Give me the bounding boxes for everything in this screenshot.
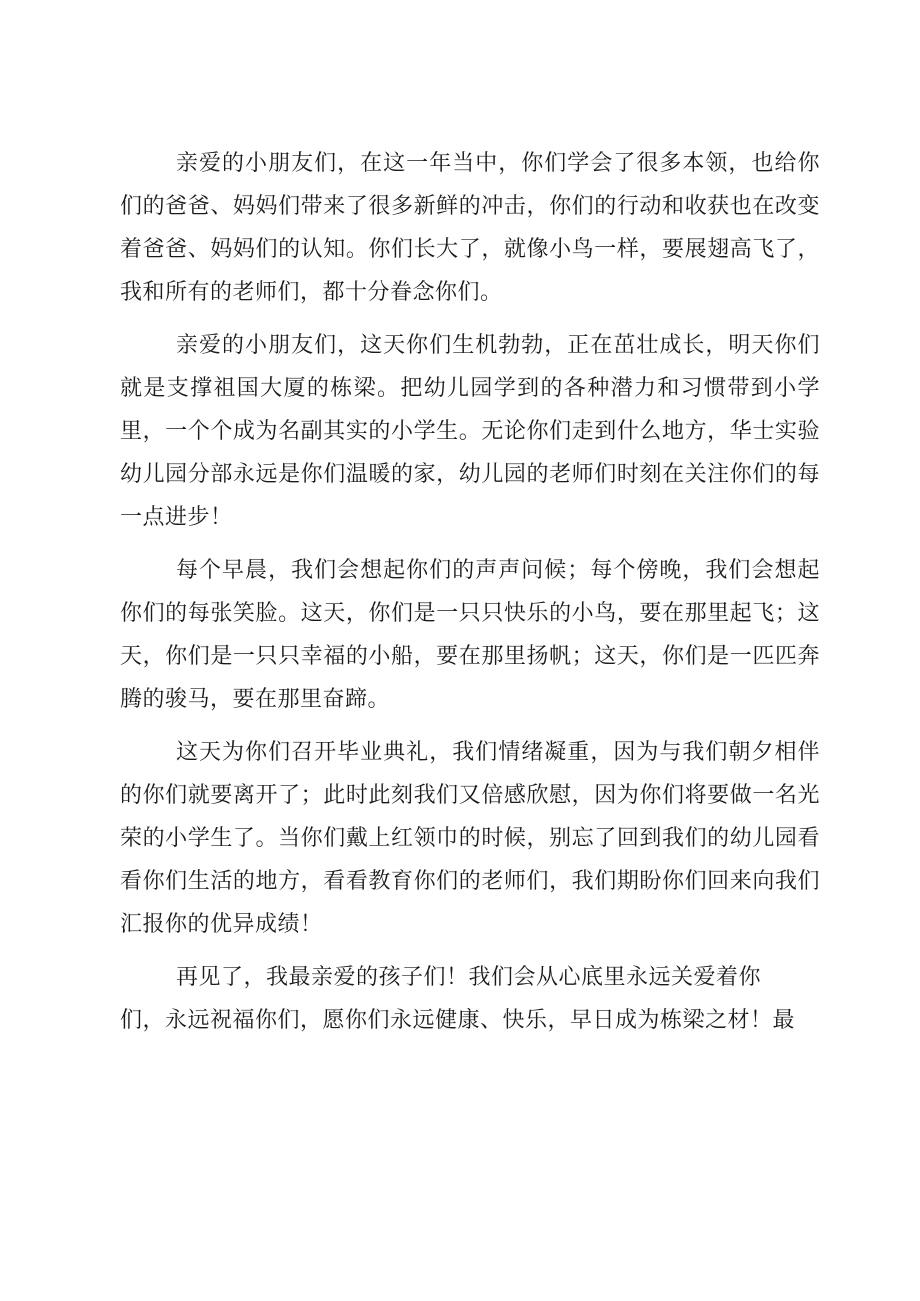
- paragraph-1: 亲爱的小朋友们，在这一年当中，你们学会了很多本领，也给你们的爸爸、妈妈们带来了很多新鲜的冲击，你们的行动和收获也在改变着爸爸、妈妈们的认知。你们长大了，就像小鸟一样，要展翅高飞了，我和所有的老师们，都十分眷念你们。: [120, 151, 820, 305]
- paragraph-5: [120, 956, 820, 1042]
- paragraph-3: 每个早晨，我们会想起你们的声声问候；每个傍晚，我们会想起你们的每张笑脸。这天，你们是一只只快乐的小鸟，要在那里起飞；这天，你们是一只只幸福的小船，要在那里扬帆；这天，你们是一匹匹奔腾的骏马，要在那里奋蹄。: [120, 558, 820, 712]
- paragraph-2: 亲爱的小朋友们，这天你们生机勃勃，正在茁壮成长，明天你们就是支撑祖国大厦的栋梁。把幼儿园学到的各种潜力和习惯带到小学里，一个个成为名副其实的小学生。无论你们走到什么地方，华士实验幼儿园分部永远是你们温暖的家，幼儿园的老师们时刻在关注你们的每一点进步！: [120, 333, 820, 530]
- paragraph-5-line-1: 再见了，我最亲爱的孩子们！我们会从心底里永远关爱着你: [176, 965, 762, 990]
- paragraph-4: 这天为你们召开毕业典礼，我们情绪凝重，因为与我们朝夕相伴的你们就要离开了；此时此刻我们又倍感欣慰，因为你们将要做一名光荣的小学生了。当你们戴上红领巾的时候，别忘了回到我们的幼儿园看看你们生活的地方，看看教育你们的老师们，我们期盼你们回来向我们汇报你的优异成绩！: [120, 740, 820, 937]
- paragraph-5-line-2: 们，永远祝福你们，愿你们永远健康、快乐，早日成为栋梁之材！最: [120, 1008, 796, 1033]
- document-body: [120, 142, 820, 1042]
